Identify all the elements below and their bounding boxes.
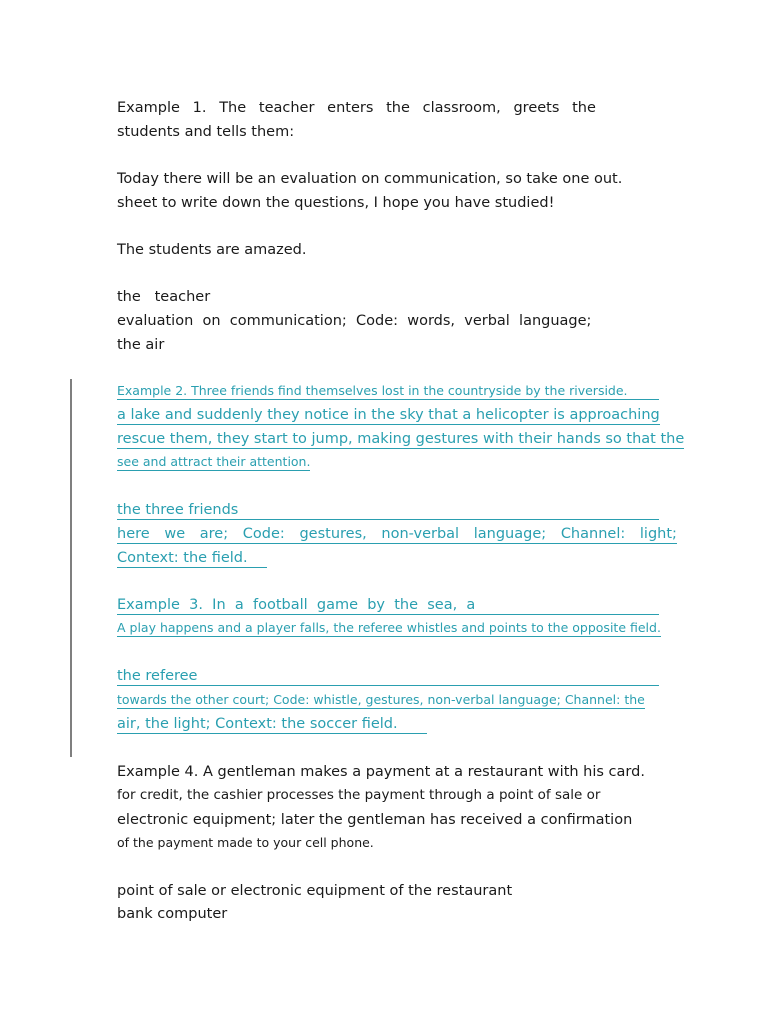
- ex4-line2: for credit, the cashier processes the payment through a point of sale or: [117, 787, 601, 803]
- ex3-line1: [117, 598, 659, 615]
- word: non-verbal: [381, 526, 460, 542]
- ex2-line1: [117, 385, 659, 400]
- word: light;: [639, 526, 677, 542]
- word: the: [572, 100, 596, 116]
- word: Channel:: [560, 526, 626, 542]
- ex2-line1-text: Example 2. Three friends find themselves lost in the countryside by the riverside.: [117, 383, 628, 398]
- ex3-line1-text: Example 3. In a football game by the sea, a: [117, 597, 476, 613]
- word: we: [164, 526, 186, 542]
- word: here: [117, 526, 150, 542]
- ex2-line3: rescue them, they start to jump, making gestures with their hands so that the: [117, 431, 685, 447]
- ex3-line5-text: air, the light; Context: the soccer field.: [117, 716, 398, 732]
- ex4-line3: electronic equipment; later the gentleman has received a confirmation: [117, 812, 633, 828]
- ex1-line8: the air: [117, 337, 165, 353]
- ex2-line7: [117, 551, 267, 568]
- ex1-line2: students and tells them:: [117, 124, 295, 140]
- ex1-line5: The students are amazed.: [117, 242, 307, 258]
- ex4-line6: bank computer: [117, 906, 228, 922]
- ex3-line5: [117, 717, 427, 734]
- ex2-line5-text: the three friends: [117, 502, 239, 518]
- word: greets: [513, 100, 560, 116]
- word: classroom,: [422, 100, 501, 116]
- ex2-line4: see and attract their attention.: [117, 454, 311, 469]
- ex3-line3: [117, 669, 659, 686]
- ex4-line1: Example 4. A gentleman makes a payment at a restaurant with his card.: [117, 764, 645, 780]
- ex2-line6: [117, 527, 677, 544]
- word: are;: [199, 526, 229, 542]
- word: 1.: [192, 100, 207, 116]
- word: Example: [117, 100, 180, 116]
- ex1-line3: Today there will be an evaluation on communication, so take one out.: [117, 171, 623, 187]
- ex3-line3-text: the referee: [117, 668, 198, 684]
- ex1-line6: the teacher: [117, 289, 211, 305]
- word: teacher: [258, 100, 315, 116]
- word: language;: [473, 526, 547, 542]
- ex3-line4: towards the other court; Code: whistle, gestures, non-verbal language; Channel: the: [117, 692, 645, 707]
- ex4-line4: of the payment made to your cell phone.: [117, 835, 374, 850]
- ex2-line7-text: Context: the field.: [117, 550, 248, 566]
- ex3-line2: A play happens and a player falls, the referee whistles and points to the opposite field.: [117, 620, 661, 635]
- word: Code:: [242, 526, 285, 542]
- word: gestures,: [299, 526, 367, 542]
- ex2-line2: a lake and suddenly they notice in the sky that a helicopter is approaching: [117, 407, 660, 423]
- ex1-line1: [117, 101, 596, 116]
- ex1-line4: sheet to write down the questions, I hope you have studied!: [117, 195, 555, 211]
- word: The: [219, 100, 247, 116]
- ex2-line5: [117, 503, 659, 520]
- revision-margin-bar: [70, 379, 72, 757]
- word: enters: [327, 100, 374, 116]
- ex4-line5: point of sale or electronic equipment of the restaurant: [117, 883, 513, 899]
- ex1-line7: evaluation on communication; Code: words, verbal language;: [117, 313, 592, 329]
- word: the: [386, 100, 410, 116]
